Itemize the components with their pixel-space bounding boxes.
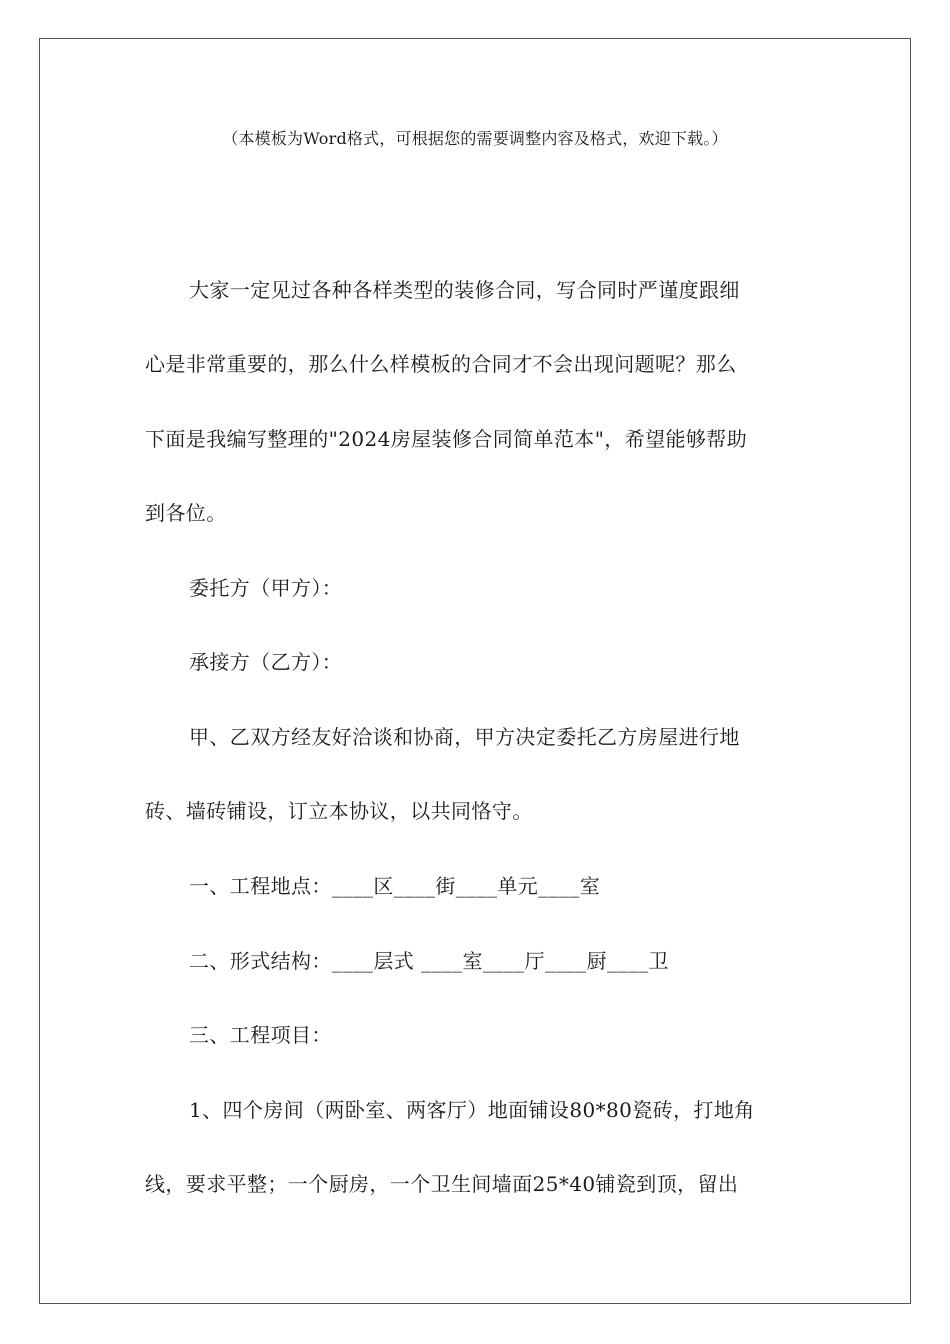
agreement-line-2: 砖、墙砖铺设，订立本协议，以共同恪守。	[145, 799, 533, 823]
paragraph-intro-line-1: 大家一定见过各种各样类型的装修合同，写合同时严谨度跟细	[189, 278, 740, 302]
clause-project-heading: 三、工程项目：	[189, 1023, 332, 1047]
paragraph-intro-line-4: 到各位。	[145, 501, 227, 525]
party-a-label: 委托方（甲方）：	[189, 576, 343, 600]
clause-structure: 二、形式结构：____层式 ____室____厅____厨____卫	[189, 949, 669, 973]
clause-location: 一、工程地点：____区____街____单元____室	[189, 874, 601, 898]
agreement-line-1: 甲、乙双方经友好洽谈和协商，甲方决定委托乙方房屋进行地	[189, 725, 740, 749]
party-b-label: 承接方（乙方）：	[189, 650, 343, 674]
project-item-1-line-2: 线，要求平整；一个厨房，一个卫生间墙面25*40铺瓷到顶，留出	[145, 1172, 739, 1196]
paragraph-intro-line-3: 下面是我编写整理的"2024房屋装修合同简单范本"，希望能够帮助	[145, 427, 748, 451]
project-item-1-line-1: 1、四个房间（两卧室、两客厅）地面铺设80*80瓷砖，打地角	[189, 1098, 755, 1122]
paragraph-intro-line-2: 心是非常重要的，那么什么样模板的合同才不会出现问题呢？那么	[145, 352, 737, 376]
template-note: （本模板为Word格式，可根据您的需要调整内容及格式，欢迎下载。）	[222, 129, 728, 148]
